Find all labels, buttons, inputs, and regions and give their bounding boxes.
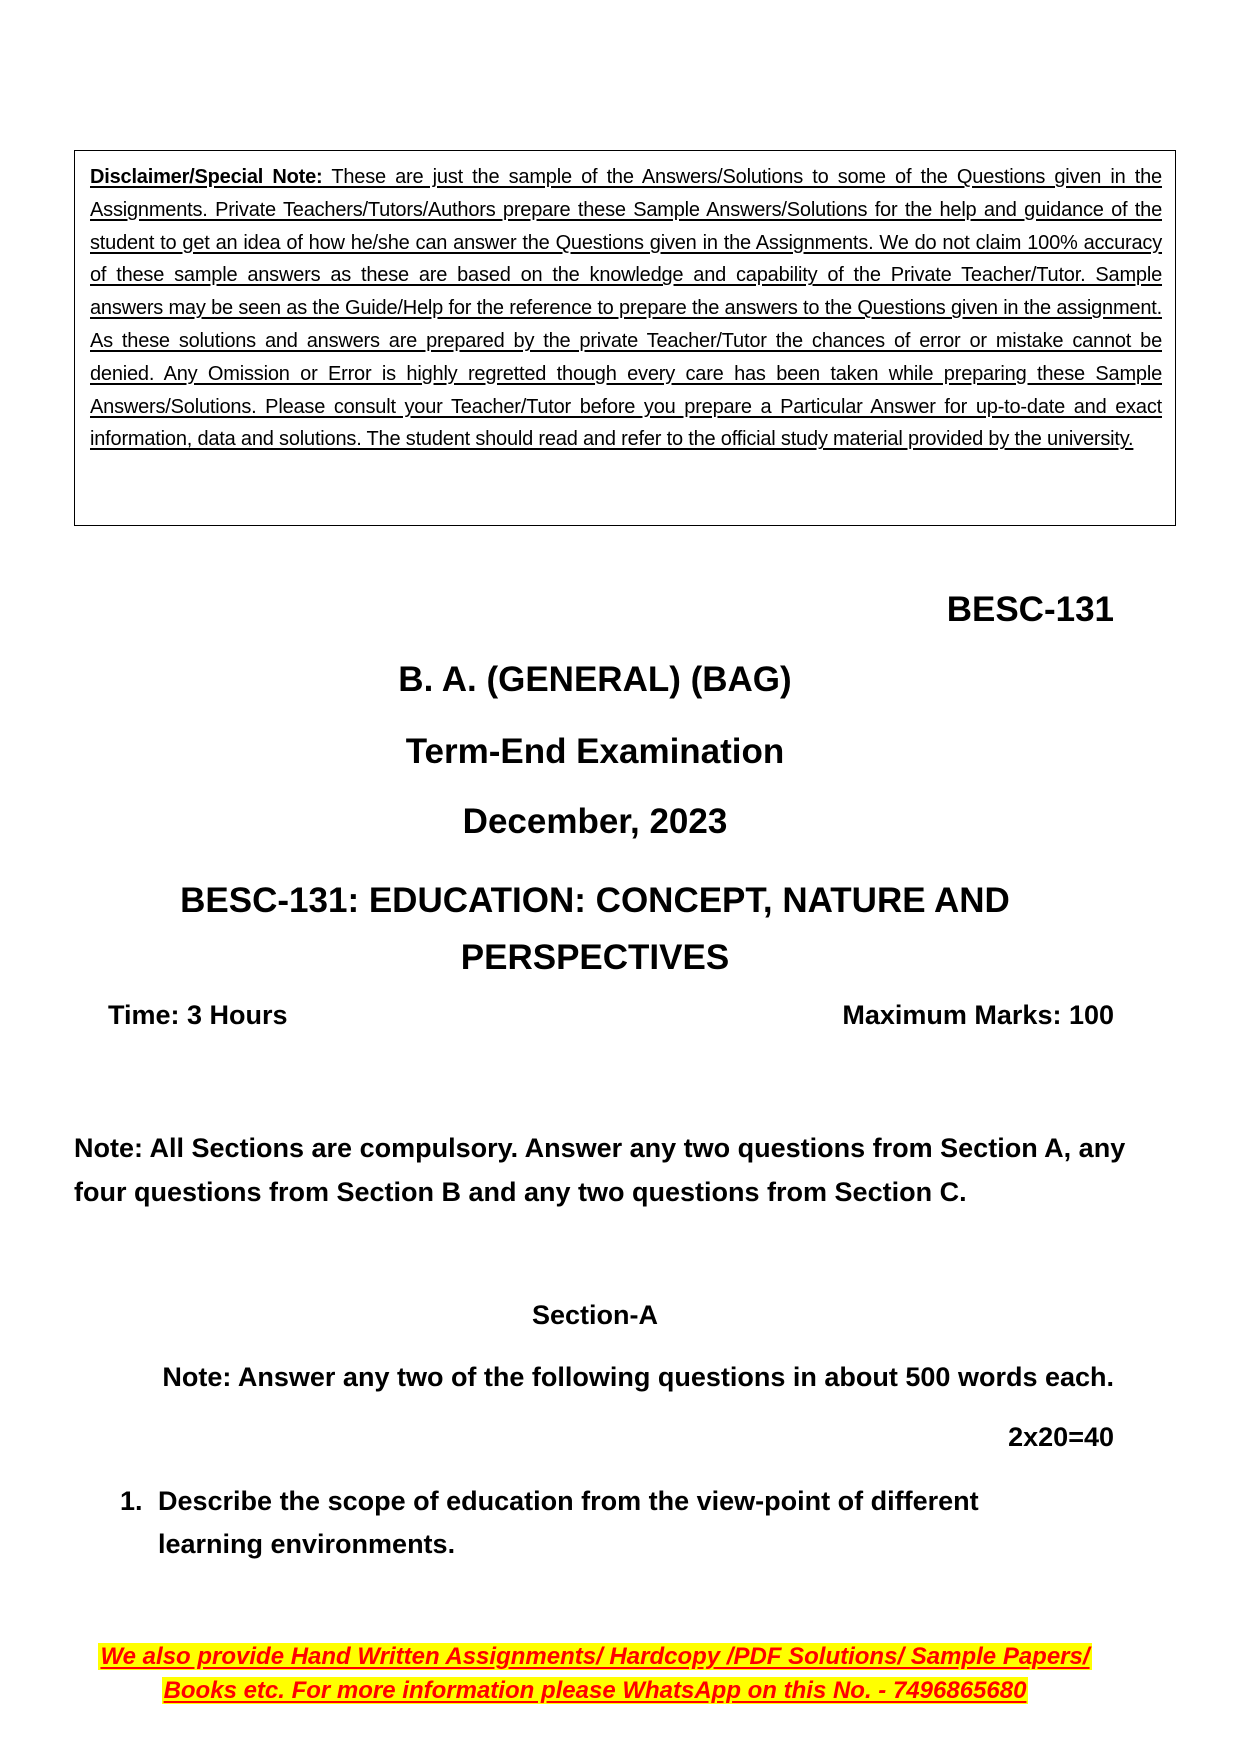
section-a-note: Note: Answer any two of the following questions in about 500 words each. [162,1362,1114,1392]
course-title [0,872,1190,986]
exam-date: December, 2023 [462,802,728,841]
exam-title: Term-End Examination [405,732,785,771]
question-text: Describe the scope of education from the view-point of different learning environments. [158,1486,979,1559]
course-code: BESC-131 [946,590,1114,629]
section-a-marks: 2x20=40 [1008,1422,1114,1452]
section-a-title: Section-A [531,1300,658,1330]
promo-footer [0,1640,1190,1708]
exam-time: Time: 3 Hours [108,1000,288,1030]
promo-line-2: Books etc. For more information please WhatsApp on this No. - 7496865680 [163,1677,1027,1704]
question-number: 1. [120,1486,143,1516]
disclaimer-paragraph [90,161,1162,456]
disclaimer-text: These are just the sample of the Answers/Solutions to some of the Questions given in the Assignments. Private Teachers/Tutors/Authors prepare these Sample Answers/Solutions for the help and guidance of the student to get an idea of how he/she can answer the Questions given in the Assignments. We do not claim 100% accuracy of these sample answers as these are based on the knowledge and capability of the Private Teacher/Tutor. Sample answers may be seen as the Guide/Help for the reference to prepare the answers to the Questions given in the assignment. As these solutions and answers are prepared by the private Teacher/Tutor the chances of error or mistake cannot be denied. Any Omission or Error is highly regretted though every care has been taken while preparing these Sample Answers/Solutions. Please consult your Teacher/Tutor before you prepare a Particular Answer for up-to-date and exact information, data and solutions. The student should read and refer to the official study material provided by the university. [90,166,1162,451]
general-note: Note: All Sections are compulsory. Answer any two questions from Section A, any four questions from Section B and any two questions from Section C. [74,1133,1126,1207]
question-item [120,1480,1080,1566]
course-title-text: BESC-131: EDUCATION: CONCEPT, NATURE AND PERSPECTIVES [180,881,1010,977]
disclaimer-label: Disclaimer/Special Note: [90,166,323,188]
question-list [120,1480,1080,1566]
maximum-marks: Maximum Marks: 100 [842,1000,1114,1030]
promo-line-1: We also provide Hand Written Assignments/ Hardcopy /PDF Solutions/ Sample Papers/ [100,1643,1090,1670]
disclaimer-box [74,150,1176,526]
programme-title: B. A. (GENERAL) (BAG) [398,660,792,699]
